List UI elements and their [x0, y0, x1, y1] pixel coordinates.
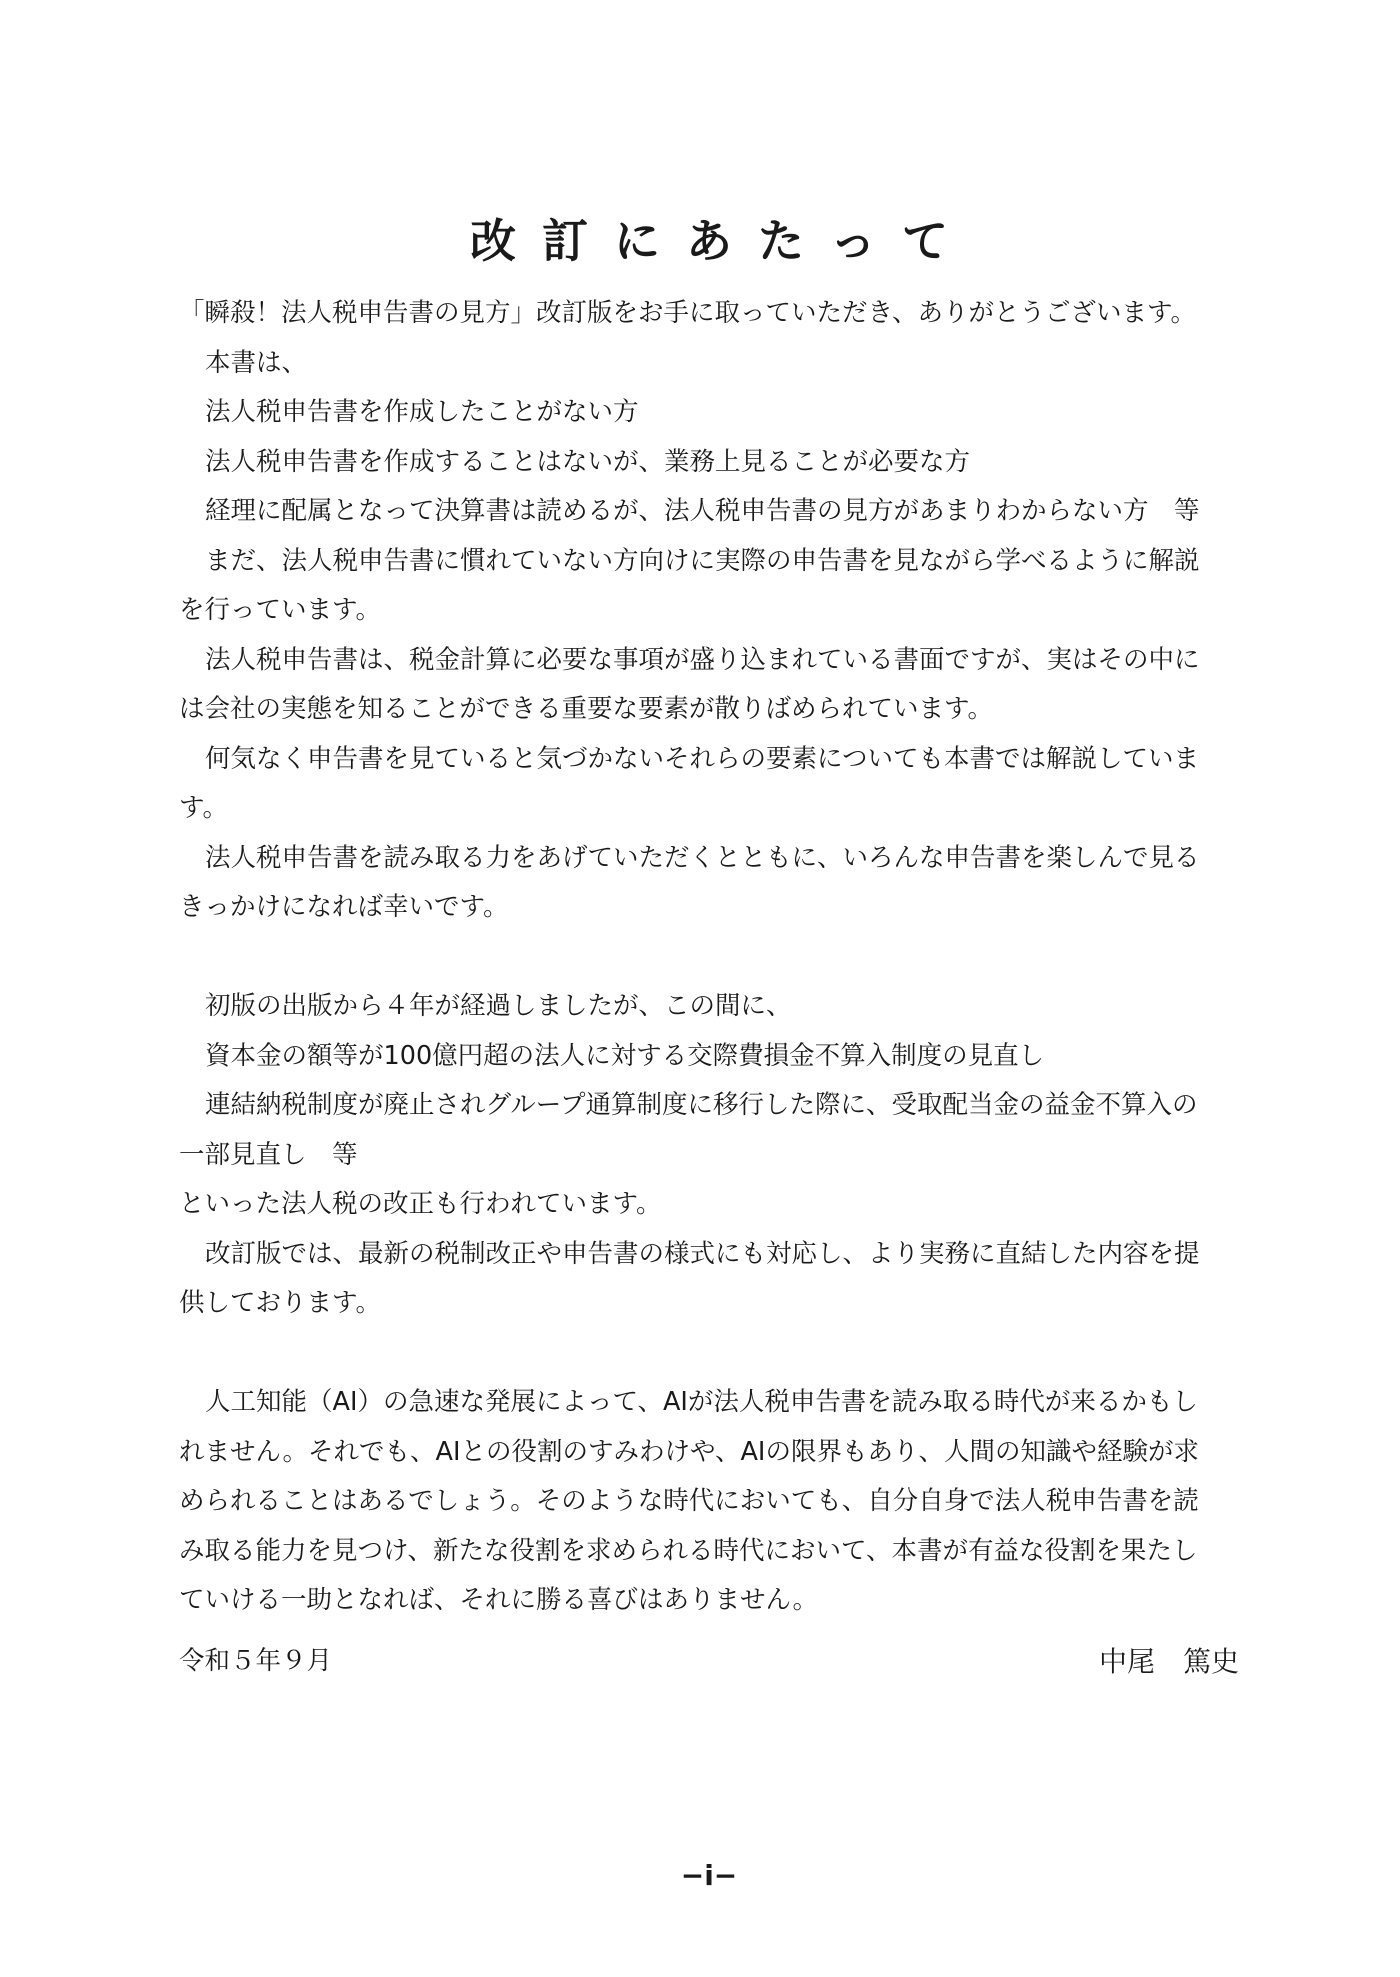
paragraph-line: 人工知能（AI）の急速な発展によって、AIが法人税申告書を読み取る時代が来るかもし [205, 1387, 1198, 1417]
paragraph-line: きっかけになれば幸いです。 [179, 892, 509, 922]
page-title: 改訂にあたって [470, 213, 974, 268]
paragraph-line: 法人税申告書を作成したことがない方 [205, 397, 639, 427]
author-name: 中尾 篤史 [1098, 1645, 1239, 1678]
paragraph-line: 法人税申告書を読み取る力をあげていただくとともに、いろんな申告書を楽しんで見る [205, 842, 1200, 873]
paragraph-line: といった法人税の改正も行われています。 [179, 1189, 662, 1219]
body-text [179, 289, 1239, 1626]
paragraph-line: れません。それでも、AIとの役割のすみわけや、AIの限界もあり、人間の知識や経験が求 [179, 1436, 1199, 1467]
spacer [179, 933, 1239, 983]
paragraph-line: 経理に配属となって決算書は読めるが、法人税申告書の見方があまりわからない方 等 [205, 496, 1200, 526]
paragraph-line: 資本金の額等が100億円超の法人に対する交際費損金不算入制度の見直し [205, 1040, 1045, 1071]
spacer [179, 1329, 1239, 1379]
paragraph-line: 「瞬殺！法人税申告書の見方」改訂版をお手に取っていただき、ありがとうございます。 [179, 298, 1196, 328]
paragraph-line: す。 [179, 793, 228, 823]
paragraph-line: まだ、法人税申告書に慣れていない方向けに実際の申告書を見ながら学べるように解説 [205, 545, 1200, 576]
paragraph-line: 連結納税制度が廃止されグループ通算制度に移行した際に、受取配当金の益金不算入の [205, 1090, 1198, 1120]
paragraph-line: を行っています。 [179, 595, 381, 625]
paragraph-line: 何気なく申告書を見ていると気づかないそれらの要素についても本書では解説していま [205, 743, 1199, 774]
paragraph-line: められることはあるでしょう。そのような時代においても、自分自身で法人税申告書を読 [179, 1486, 1199, 1516]
paragraph-line: は会社の実態を知ることができる重要な要素が散りばめられています。 [179, 694, 993, 724]
paragraph-line: 改訂版では、最新の税制改正や申告書の様式にも対応し、より実務に直結した内容を提 [205, 1238, 1200, 1269]
paragraph-line: 供しております。 [179, 1288, 381, 1318]
paragraph-line: 本書は、 [205, 347, 308, 378]
document-page [179, 0, 1239, 1977]
page-number: −i− [680, 1859, 738, 1892]
paragraph-line: 法人税申告書を作成することはないが、業務上見ることが必要な方 [205, 446, 971, 477]
date: 令和５年９月 [179, 1646, 333, 1676]
paragraph-line: 初版の出版から４年が経過しましたが、この間に、 [205, 991, 792, 1021]
paragraph-line: ていける一助となれば、それに勝る喜びはありません。 [179, 1585, 819, 1615]
paragraph-line: み取る能力を見つけ、新たな役割を求められる時代において、本書が有益な役割を果たし [179, 1535, 1198, 1566]
paragraph-line: 一部見直し 等 [179, 1139, 358, 1170]
paragraph-line: 法人税申告書は、税金計算に必要な事項が盛り込まれている書面ですが、実はその中に [205, 644, 1200, 675]
